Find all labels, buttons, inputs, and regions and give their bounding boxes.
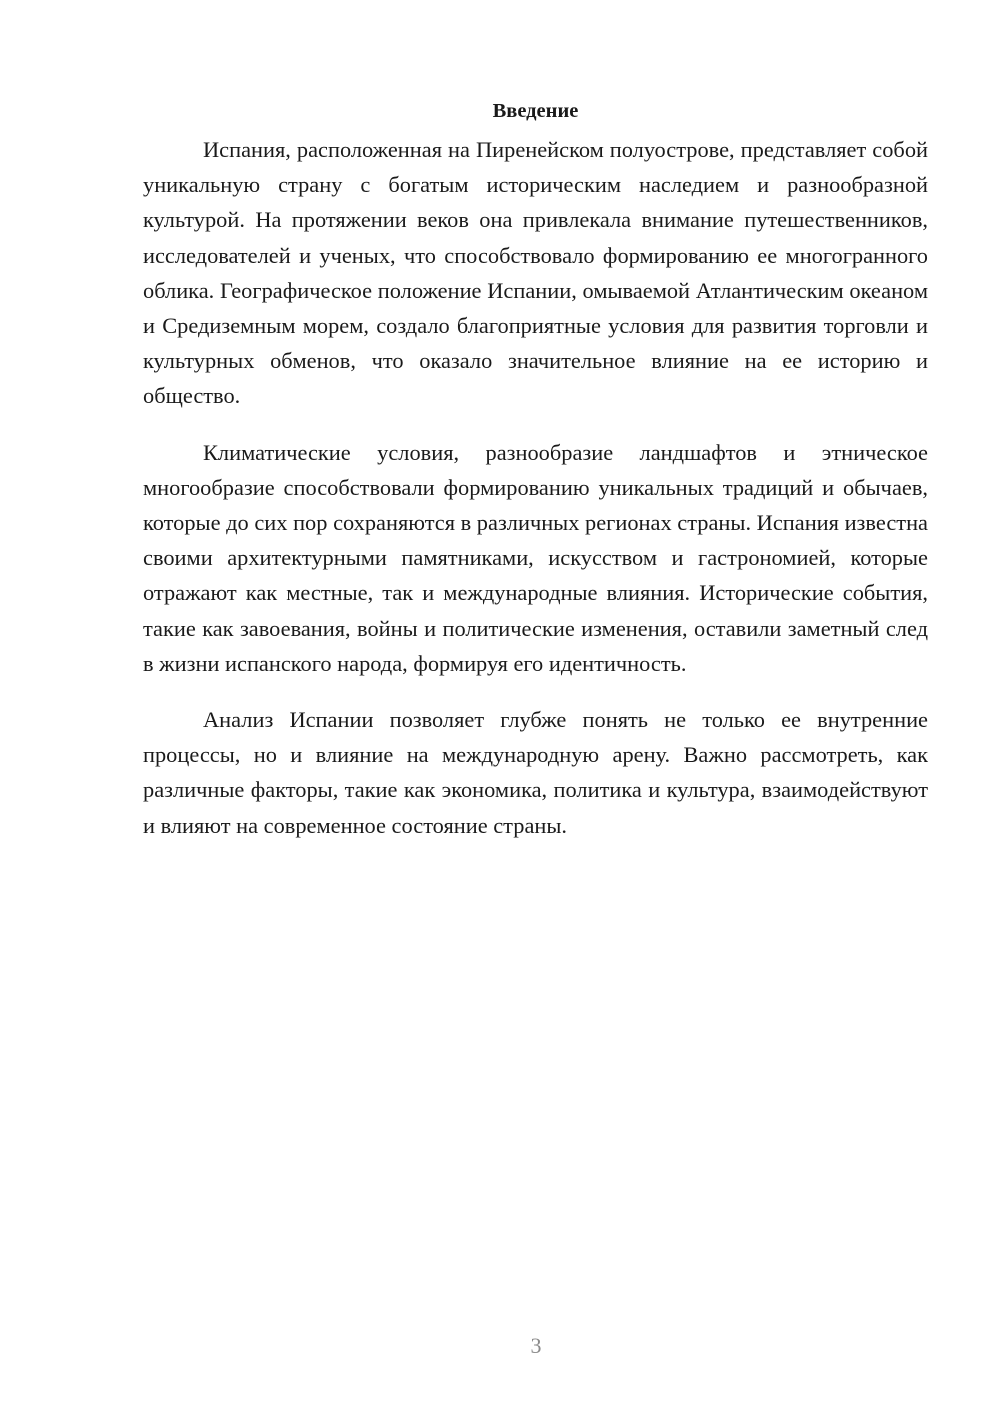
page-content xyxy=(143,94,928,843)
paragraph-culture: Климатические условия, разнообразие ландшафтов и этническое многообразие способствовали формированию уникальных традиций и обычаев, которые до сих пор сохраняются в различных регионах страны. Испания известна своими архитектурными памятниками, искусством и гастрономией, которые отражают как местные, так и международные влияния. Исторические события, такие как завоевания, войны и политические изменения, оставили заметный след в жизни испанского народа, формируя его идентичность. xyxy=(143,439,928,676)
section-title: Введение xyxy=(492,100,579,122)
page-number: 3 xyxy=(530,1333,542,1358)
paragraph-analysis: Анализ Испании позволяет глубже понять не только ее внутренние процессы, но и влияние на международную арену. Важно рассмотреть, как различные факторы, такие как экономика, политика и культура, взаимодействуют и влияют на современное состояние страны. xyxy=(143,707,928,838)
paragraph-intro: Испания, расположенная на Пиренейском полуострове, представляет собой уникальную страну с богатым историческим наследием и разнообразной культурой. На протяжении веков она привлекала внимание путешественников, исследователей и ученых, что способствовало формированию ее многогранного облика. Географическое положение Испании, омываемой Атлантическим океаном и Средиземным морем, создало благоприятные условия для развития торговли и культурных обменов, что оказало значительное влияние на ее историю и общество. xyxy=(143,137,928,409)
